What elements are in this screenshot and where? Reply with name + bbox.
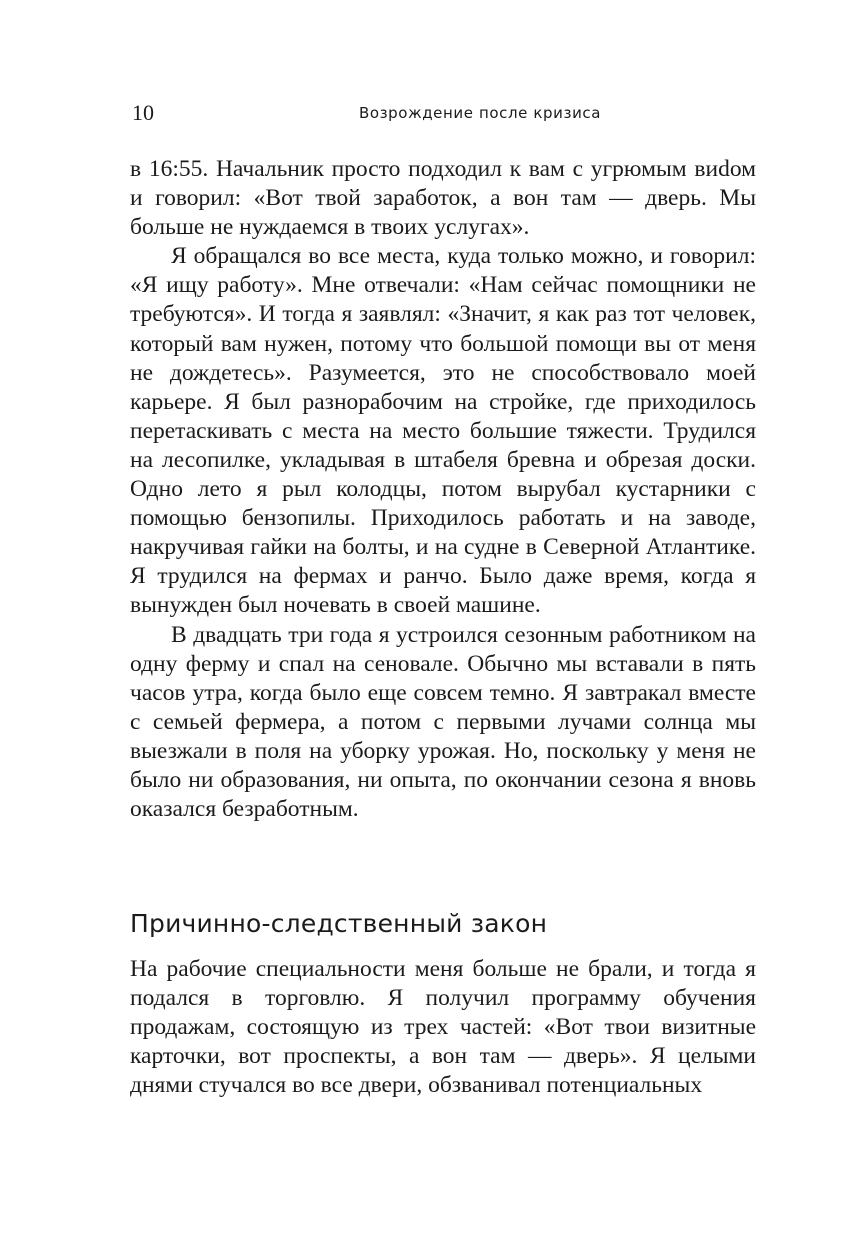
section-heading: Причинно-следственный закон [130, 909, 548, 938]
running-title: Возрождение после кризиса [358, 104, 602, 122]
body-text-bottom [130, 955, 756, 1100]
paragraph-job-search: Я обращался во все места, куда только можно, и говорил: «Я ищу работу». Мне отвечали: «Нам сейчас помощники не требуются». И тогда я заявлял: «Значит, я как раз тот человек, который вам нужен, потому что большой помощи вы от меня не дождетесь». Разумеется, это не способствовало моей карьере. Я был разнорабочим на стройке, где приходилось перетаскивать с места на место большие тяжести. Трудился на лесопилке, укладывая в штабеля бревна и обрезая доски. Одно лето я рыл колодцы, потом вырубал кустарники с помощью бензопилы. Приходилось работать и на заводе, накручивая гайки на болты, и на судне в Северной Атлантике. Я трудился на фермах и ранчо. Было даже время, когда я вынужден был ночевать в своей машине. [130, 243, 756, 619]
paragraph-farm-work: В двадцать три года я устроился сезонным работником на одну ферму и спал на сеновале. Обычно мы вставали в пять часов утра, когда было еще совсем темно. Я завтракал вместе с семьей фермера, а потом с первыми лучами солнца мы выезжали в поля на уборку урожая. Но, поскольку у меня не было ни образования, ни опыта, по окончании сезона я вновь оказался безработным. [130, 621, 756, 823]
page-number: 10 [132, 100, 154, 125]
paragraph-sales: На рабочие специальности меня больше не брали, и тогда я подался в торговлю. Я получил программу обучения продажам, состоящую из трех частей: «Вот твои визитные карточки, вот проспекты, а вон там — дверь». Я целыми днями стучался во все двери, обзванивал потенциальных [130, 956, 756, 1099]
body-text-top [130, 155, 756, 824]
paragraph-continued: в 16:55. Начальник просто подходил к вам с угрюмым виdом и говорил: «Вот твой заработок, а вон там — дверь. Мы больше не нуждаемся в твоих услугах». [130, 156, 756, 241]
